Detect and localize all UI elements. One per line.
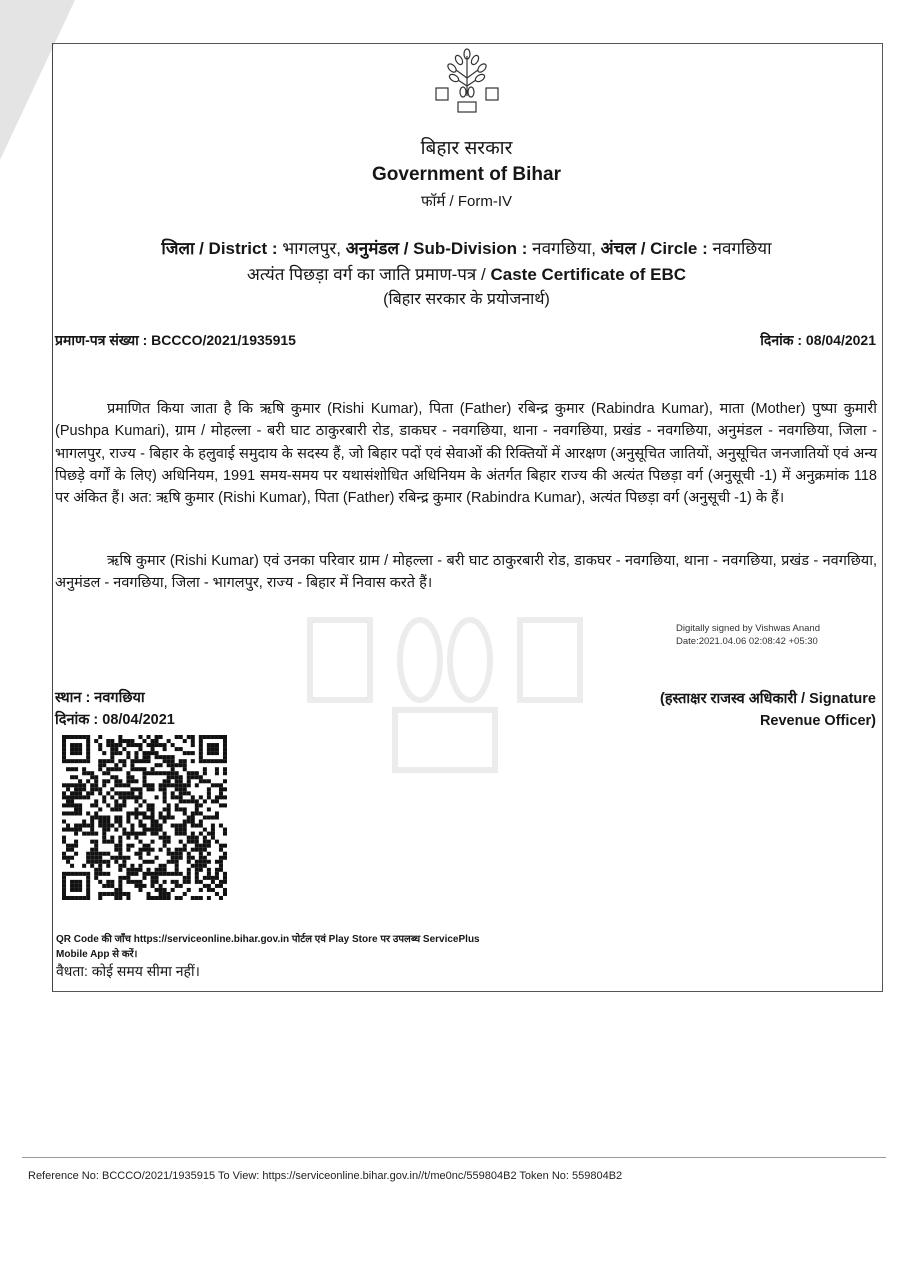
certificate-number — [55, 331, 296, 350]
validity-note: वैधता: कोई समय सीमा नहीं। — [56, 963, 200, 979]
certificate-body-paragraph-2: ऋषि कुमार (Rishi Kumar) एवं उनका परिवार ग्राम / मोहल्ला - बरी घाट ठाकुरबारी रोड, डाकघर - नवगछिया, थाना - नवगछिया, प्रखंड - नवगछिया, अनुमंडल - नवगछिया, जिला - भागलपुर, राज्य - बिहार में निवास करते हैं। — [55, 553, 877, 592]
place-and-date — [55, 687, 175, 731]
qr-note-line-2: Mobile App से करें। — [56, 949, 138, 960]
qr-note-line-1: QR Code की जाँच https://serviceonline.bihar.gov.in पोर्टल एवं Play Store पर उपलब्ध ServicePlus — [56, 934, 480, 945]
certificate-date-label: दिनांक : — [760, 332, 803, 348]
certificate-purpose: (बिहार सरकार के प्रयोजनार्थ) — [383, 291, 550, 308]
digital-signature-date: Date:2021.04.06 02:08:42 +05:30 — [676, 636, 818, 647]
reference-footer: Reference No: BCCCO/2021/1935915 To View: https://serviceonline.bihar.gov.in//t/me0nc/559804B2 Token No: 559804B2 — [28, 1170, 623, 1182]
bihar-emblem-logo — [432, 48, 502, 114]
location-line — [52, 236, 881, 259]
watermark-emblem — [300, 600, 590, 830]
circle-label: अंचल / Circle : — [600, 239, 708, 258]
certificate-title — [52, 262, 881, 285]
signature-label — [660, 688, 876, 732]
signature-label-line-2: Revenue Officer) — [759, 713, 876, 729]
certificate-body-paragraph-1: प्रमाणित किया जाता है कि ऋषि कुमार (Rishi Kumar), पिता (Father) रबिन्द्र कुमार (Rabindra Kumar), माता (Mother) पुष्पा कुमारी (Pushpa Kumari), ग्राम / मोहल्ला - बरी घाट ठाकुरबारी रोड, डाकघर - नवगछिया, थाना - नवगछिया, प्रखंड - नवगछिया, अनुमंडल - नवगछिया, जिला - भागलपुर, राज्य - बिहार के हलुवाई समुदाय के सदस्य हैं, जो बिहार पदों एवं सेवाओं की रिक्तियों में आरक्षण (अनुसूचित जातियों, अनुसूचित जनजातियों एवं अन्य पिछड़े वर्गों के लिए) अधिनियम, 1991 समय-समय पर यथासंशोधित अधिनियम के अंतर्गत बिहार राज्य की अत्यंत पिछड़ा वर्ग (अनुसूची -1) में अनुक्रमांक 118 पर अंकित हैं। अत: ऋषि कुमार (Rishi Kumar), पिता (Father) रबिन्द्र कुमार (Rabindra Kumar), अत्यंत पिछड़ा वर्ग (अनुसूची -1) के हैं। — [55, 401, 877, 507]
district-label: जिला / District : — [161, 239, 278, 258]
certificate-date — [760, 331, 876, 350]
form-number: फॉर्म / Form-IV — [420, 193, 513, 210]
signature-label-line-1: (हस्ताक्षर राजस्व अधिकारी / Signature — [659, 691, 876, 707]
qr-code — [62, 735, 227, 900]
certificate-title-hindi: अत्यंत पिछड़ा वर्ग का जाति प्रमाण-पत्र / — [246, 265, 486, 284]
digital-signature-signer: Digitally signed by Vishwas Anand — [676, 623, 820, 634]
place-label: स्थान : नवगछिया — [55, 690, 145, 706]
certificate-number-label: प्रमाण-पत्र संख्या : — [55, 332, 148, 348]
district-value: भागलपुर, — [282, 239, 342, 258]
issue-date-label: दिनांक : 08/04/2021 — [55, 712, 175, 728]
qr-verification-note — [56, 932, 616, 962]
footer-divider — [22, 1157, 886, 1158]
certificate-date-value: 08/04/2021 — [805, 332, 876, 348]
title-hindi: बिहार सरकार — [420, 138, 513, 159]
certificate-number-value: BCCCO/2021/1935915 — [151, 332, 296, 348]
circle-value: नवगछिया — [712, 239, 772, 258]
digital-signature — [676, 622, 820, 648]
certificate-title-english: Caste Certificate of EBC — [490, 265, 687, 284]
subdivision-label: अनुमंडल / Sub-Division : — [345, 239, 528, 258]
title-english: Government of Bihar — [372, 164, 561, 185]
subdivision-value: नवगछिया, — [532, 239, 596, 258]
